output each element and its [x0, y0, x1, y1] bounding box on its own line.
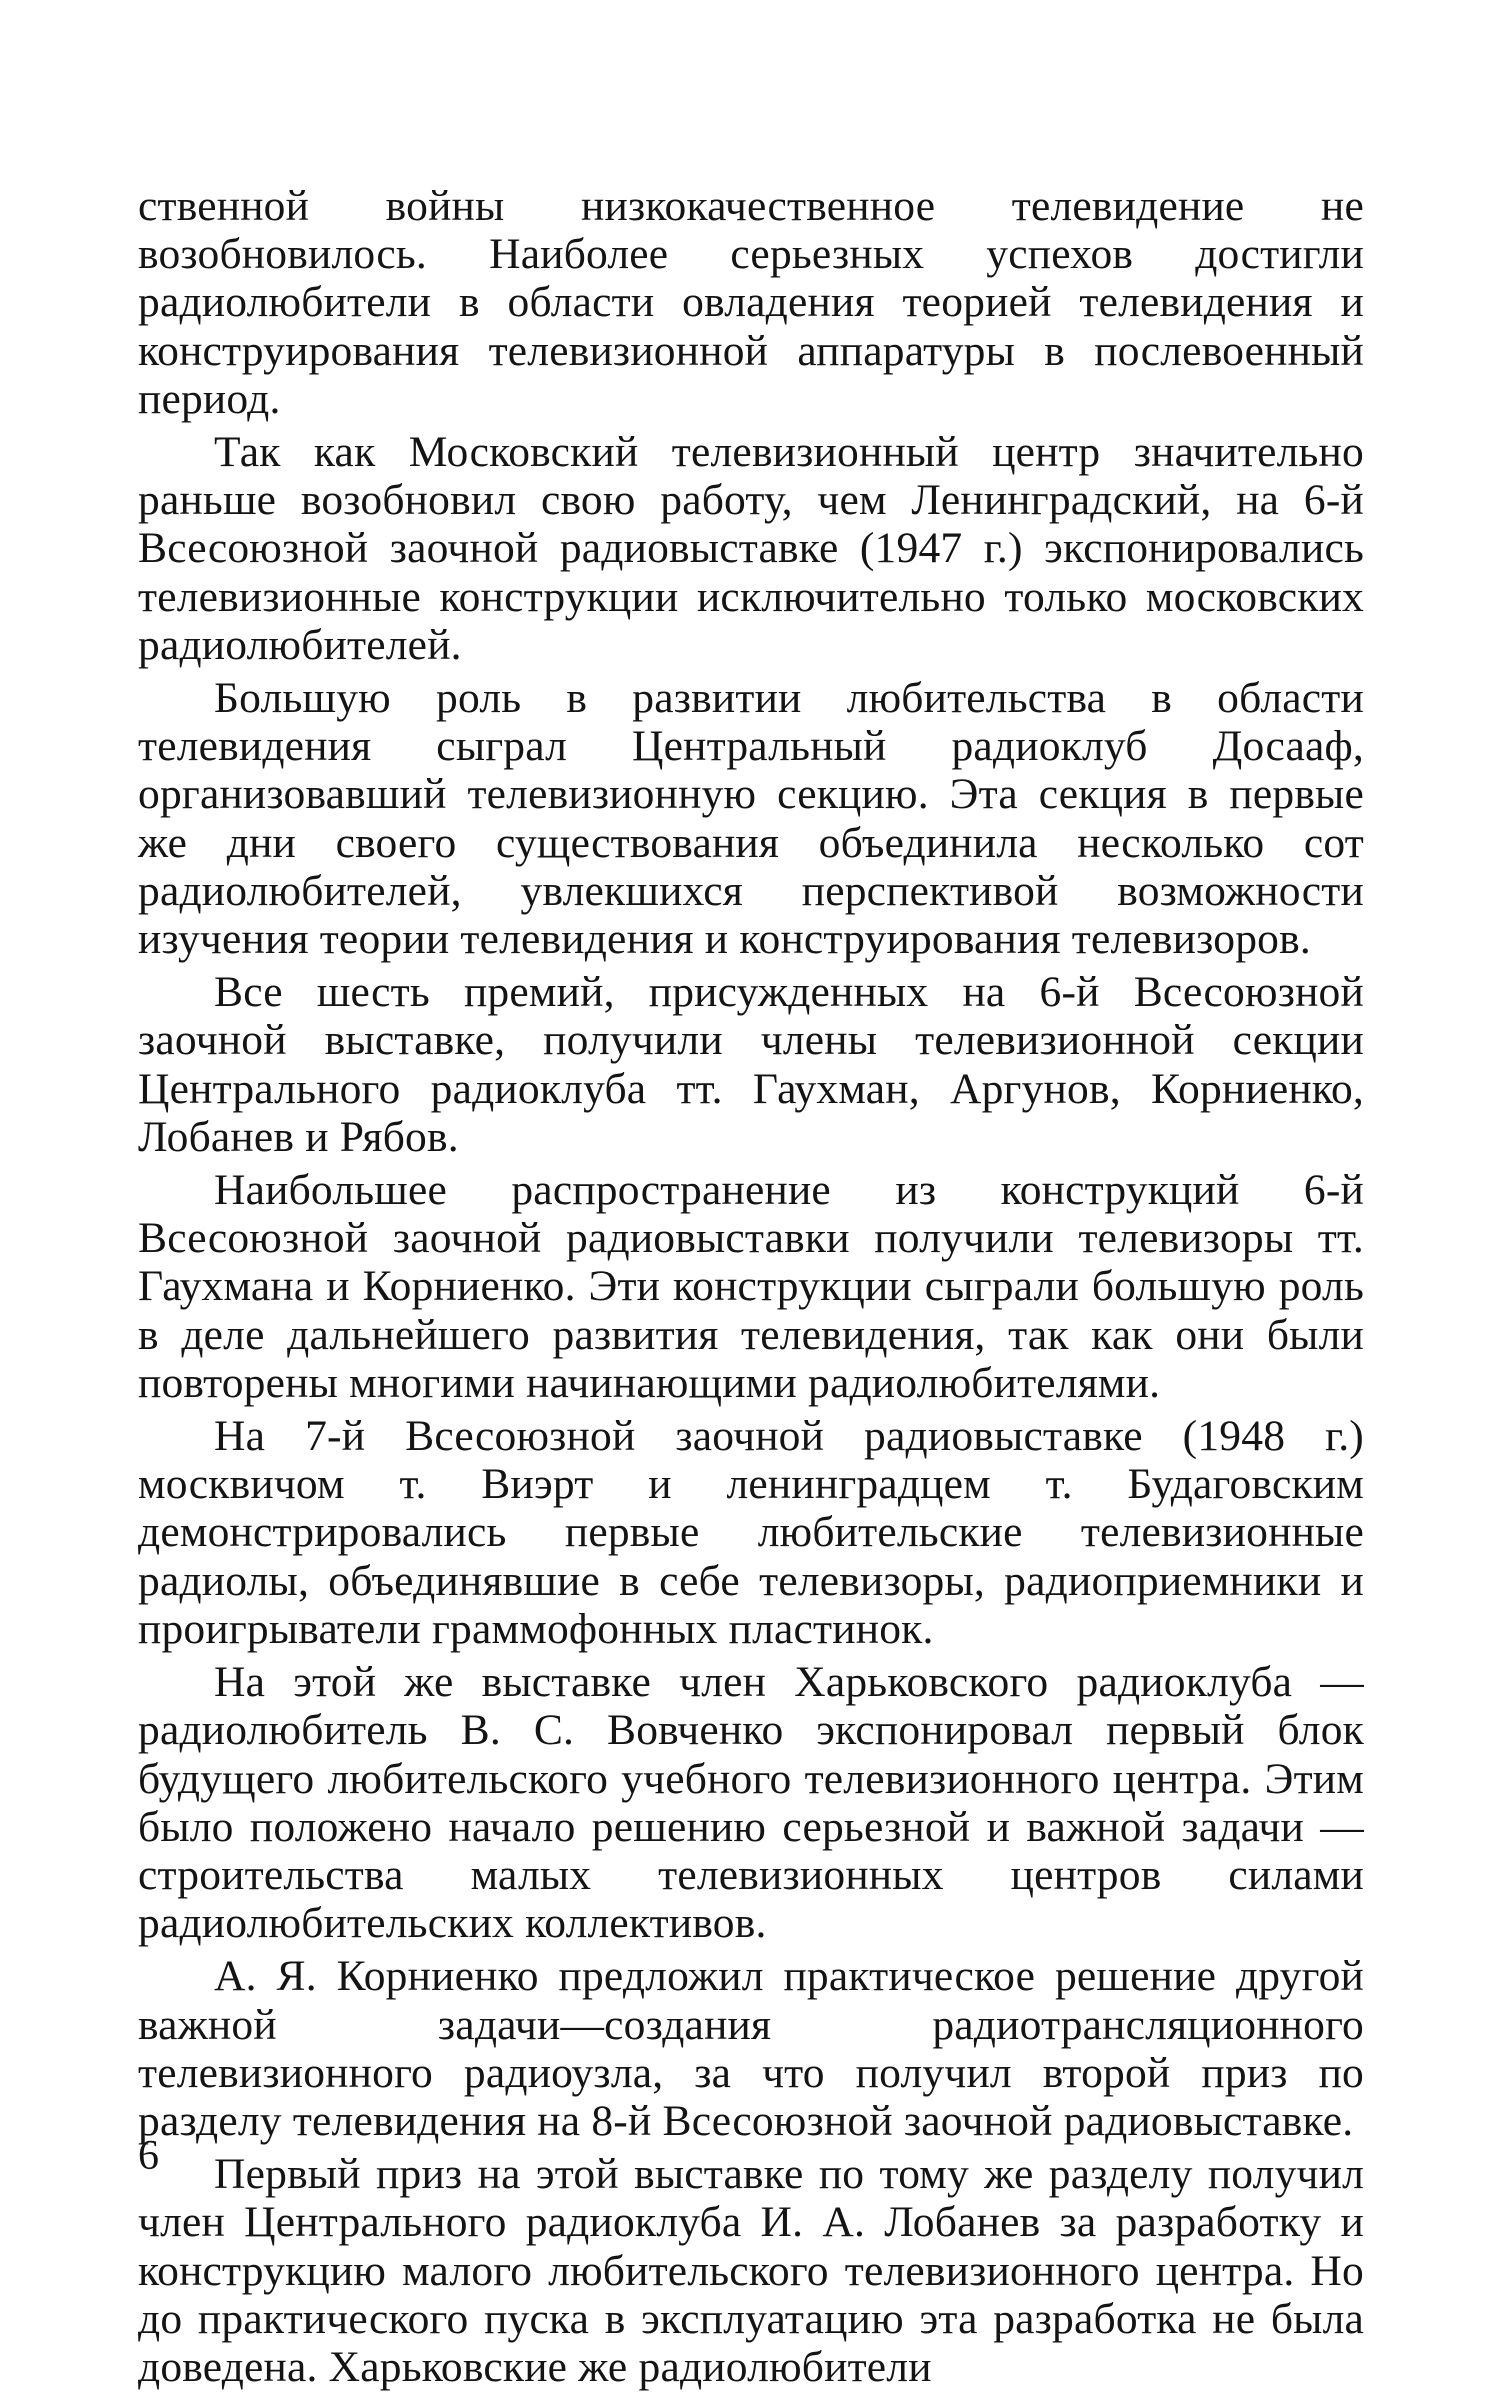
paragraph-1: ственной войны низкокачественное телевидение не возобновилось. Наиболее серьезных успехов достигли радиолюбители в области овладения теорией телевидения и конструирования телевизионной аппаратуры в послевоенный период.	[138, 182, 1364, 423]
page-body	[138, 182, 1364, 2396]
paragraph-2: Так как Московский телевизионный центр значительно раньше возобновил свою работу, чем Ленинградский, на 6-й Всесоюзной заочной радиовыставке (1947 г.) экспонировались телевизионные конструкции исключительно только московских радиолюбителей.	[138, 428, 1364, 669]
paragraph-4: Все шесть премий, присужденных на 6-й Всесоюзной заочной выставке, получили члены телевизионной секции Центрального радиоклуба тт. Гаухман, Аргунов, Корниенко, Лобанев и Рябов.	[138, 968, 1364, 1161]
paragraph-3: Большую роль в развитии любительства в области телевидения сыграл Центральный радиоклуб Досааф, организовавший телевизионную секцию. Эта секция в первые же дни своего существования объединила несколько сот радиолюбителей, увлекшихся перспективой возможности изучения теории телевидения и конструирования телевизоров.	[138, 674, 1364, 964]
page-number: 6	[138, 2133, 159, 2179]
paragraph-8: А. Я. Корниенко предложил практическое решение другой важной задачи—создания радиотрансляционного телевизионного радиоузла, за что получил второй приз по разделу телевидения на 8-й Всесоюзной заочной радиовыставке.	[138, 1952, 1364, 2145]
paragraph-5: Наибольшее распространение из конструкций 6-й Всесоюзной заочной радиовыставки получили телевизоры тт. Гаухмана и Корниенко. Эти конструкции сыграли большую роль в деле дальнейшего развития телевидения, так как они были повторены многими начинающими радиолюбителями.	[138, 1166, 1364, 1407]
paragraph-6: На 7-й Всесоюзной заочной радиовыставке (1948 г.) москвичом т. Виэрт и ленинградцем т. Будаговским демонстрировались первые любительские телевизионные радиолы, объединявшие в себе телевизоры, радиоприемники и проигрыватели граммофонных пластинок.	[138, 1412, 1364, 1653]
paragraph-9: Первый приз на этой выставке по тому же разделу получил член Центрального радиоклуба И. А. Лобанев за разработку и конструкцию малого любительского телевизионного центра. Но до практического пуска в эксплуатацию эта разработка не была доведена. Харьковские же радиолюбители	[138, 2150, 1364, 2391]
paragraph-7: На этой же выставке член Харьковского радиоклуба — радиолюбитель В. С. Вовченко экспонировал первый блок будущего любительского учебного телевизионного центра. Этим было положено начало решению серьезной и важной задачи — строительства малых телевизионных центров силами радиолюбительских коллективов.	[138, 1658, 1364, 1948]
